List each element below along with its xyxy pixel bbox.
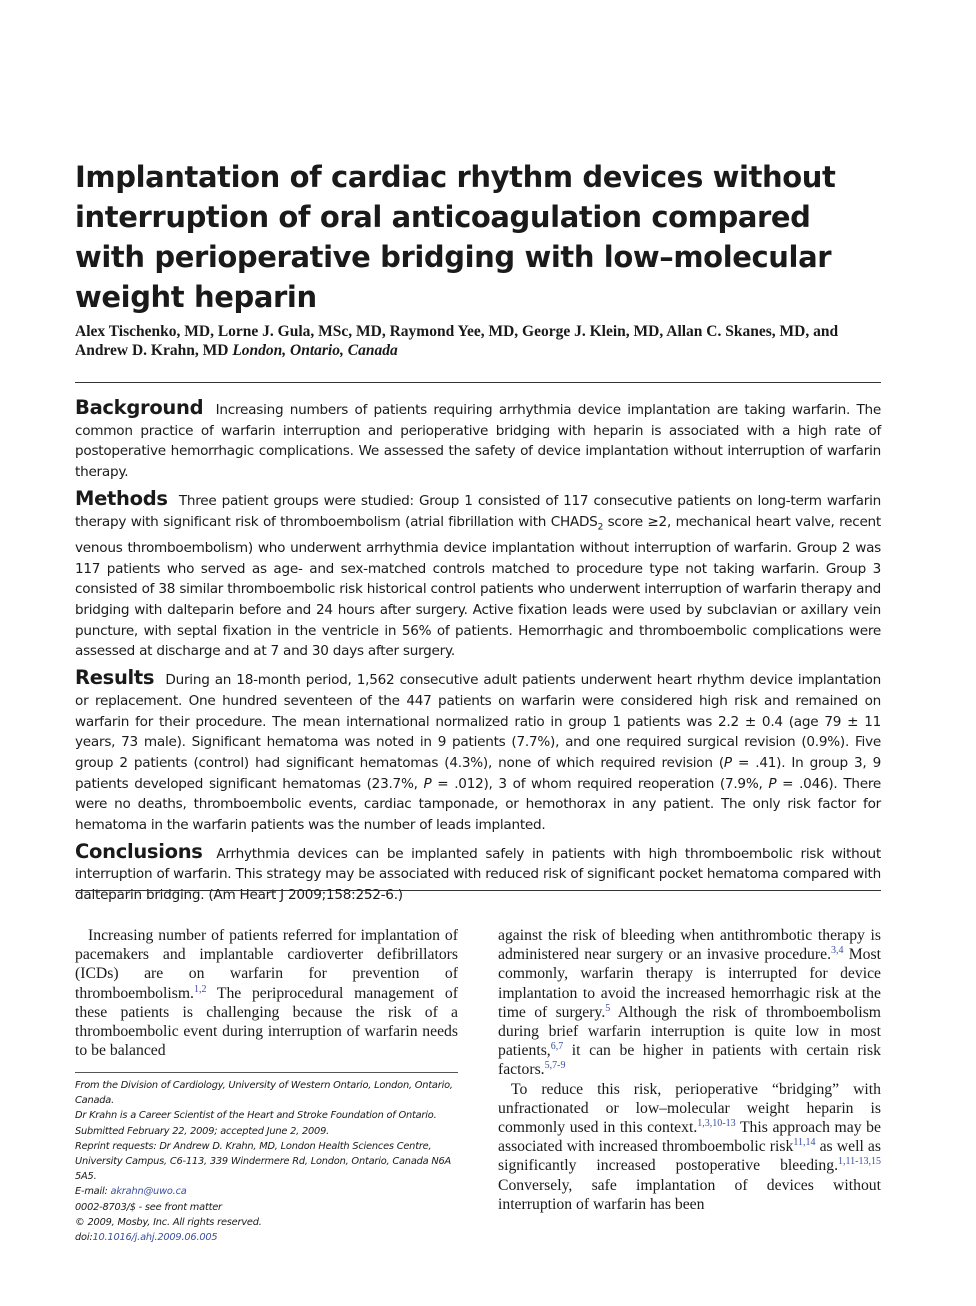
results-p-2: P: [423, 775, 432, 792]
right-text-a: against the risk of bleeding when antithrombotic therapy is administered near surgery or an invasive procedure.: [498, 927, 881, 964]
footnote-rule: [75, 1072, 458, 1073]
author-list: [75, 322, 885, 360]
abstract: [75, 398, 881, 912]
abstract-top-rule: [75, 382, 881, 383]
right-p2-text-c: as well as significantly increased postoperative bleeding.: [498, 1138, 881, 1175]
results-p-1: P: [723, 754, 732, 771]
citation-ref[interactable]: 5: [605, 1002, 611, 1014]
results-heading: Results: [75, 666, 155, 690]
doi-label: doi:: [75, 1232, 93, 1244]
methods-text-a: Three patient groups were studied: Group 1 consisted of 117 consecutive patients on long-term warfarin therapy with significant risk of thromboembolism (atrial fibrillation with CHADS: [75, 492, 881, 530]
citation-ref[interactable]: 1,11-13,15: [838, 1156, 881, 1168]
body-right-column: [498, 926, 881, 1214]
intro-paragraph-1-cont: [498, 926, 881, 1080]
footnote-email: [75, 1184, 458, 1199]
abstract-results: [75, 668, 881, 836]
conclusions-text: Arrhythmia devices can be implanted safely in patients with high thromboembolic risk without interruption of warfarin. This strategy may be associated with reduced risk of significant pocket hematoma compared with dalteparin bridging. (Am Heart J 2009;158:252-6.): [75, 845, 881, 904]
email-link[interactable]: akrahn@uwo.ca: [110, 1186, 187, 1198]
footnote-doi: [75, 1230, 458, 1245]
footnote-issn: 0002-8703/$ - see front matter: [75, 1201, 222, 1213]
abstract-bottom-rule: [75, 890, 881, 891]
right-text-d: it can be higher in patients with certain risk factors.: [498, 1042, 881, 1079]
results-text-c: = .012), 3 of whom required reoperation (7.9%,: [431, 775, 769, 792]
right-text-c: Although the risk of thromboembolism during brief warfarin interruption is quite low in most patients,: [498, 1003, 882, 1060]
results-p-3: P: [768, 775, 777, 792]
right-p2-text-b: This approach may be associated with increased thromboembolic risk: [498, 1119, 881, 1156]
citation-ref[interactable]: 1,3,10-13: [697, 1117, 736, 1129]
citation-ref[interactable]: 5,7-9: [544, 1060, 566, 1072]
footnote-submitted: Submitted February 22, 2009; accepted June 2, 2009.: [75, 1125, 330, 1137]
intro-text-b: The periprocedural management of these patients is challenging because the risk of a thromboembolic event during interruption of warfarin needs to be balanced: [75, 984, 458, 1060]
body-left-column: [75, 926, 458, 1060]
citation-ref[interactable]: 6,7: [550, 1040, 564, 1052]
right-p2-text-d: Conversely, safe implantation of devices without interruption of warfarin has been: [498, 1176, 881, 1213]
footnote-affiliation: From the Division of Cardiology, University of Western Ontario, London, Ontario, Canada.: [75, 1080, 453, 1107]
methods-text-b: score ≥2, mechanical heart valve, recent venous thromboembolism) who underwent arrhythmia device implantation without interruption of warfarin. Group 2 was 117 patients who served as age- and sex-matched controls matched to procedure type not taking warfarin. Group 3 consisted of 38 similar thromboembolic risk historical control patients who underwent interruption of warfarin therapy and bridging with dalteparin before and 24 hours after surgery. Active fixation leads were used by subclavian or axillary vein puncture, with septal fixation in the ventricle in 56% of patients. Hemorrhagic and thromboembolic complications were assessed at discharge and at 7 and 30 days after surgery.: [75, 513, 882, 660]
article-title: Implantation of cardiac rhythm devices without interruption of oral anticoagulation compared with perioperative bridging with low–molecular weight heparin: [75, 160, 836, 314]
doi-link[interactable]: 10.1016/j.ahj.2009.06.005: [92, 1232, 218, 1244]
citation-ref[interactable]: 3,4: [831, 944, 844, 956]
footnote-copyright: © 2009, Mosby, Inc. All rights reserved.: [75, 1216, 262, 1228]
background-text: Increasing numbers of patients requiring arrhythmia device implantation are taking warfarin. The common practice of warfarin interruption and perioperative bridging with heparin is associated with a high rate of postoperative hemorrhagic complications. We assessed the safety of device implantation without interruption of warfarin therapy.: [75, 402, 881, 481]
intro-paragraph-2: [498, 1080, 881, 1214]
citation-ref[interactable]: 11,14: [793, 1137, 816, 1148]
abstract-conclusions: [75, 839, 881, 906]
footnote-reprints: Reprint requests: Dr Andrew D. Krahn, MD, London Health Sciences Centre, University Campus, C6-113, 339 Windermere Rd, London, Ontario, Canada N6A 5A5.: [75, 1140, 452, 1183]
abstract-background: [75, 398, 881, 483]
authors-location: London, Ontario, Canada: [232, 342, 398, 359]
right-p2-text-a: To reduce this risk, perioperative “bridging” with unfractionated or low–molecular weight heparin is commonly used in this context.: [498, 1080, 881, 1137]
methods-heading: Methods: [75, 486, 168, 510]
right-text-b: Most commonly, warfarin therapy is interrupted for device implantation to avoid the increased hemorrhagic risk at the time of surgery.: [498, 946, 881, 1021]
footnote-career: Dr Krahn is a Career Scientist of the Heart and Stroke Foundation of Ontario.: [75, 1110, 437, 1122]
intro-text-a: Increasing number of patients referred for implantation of pacemakers and implantable cardioverter defibrillators (ICDs) are on warfarin for prevention of thromboembolism.: [75, 927, 458, 1002]
authors-names: Alex Tischenko, MD, Lorne J. Gula, MSc, MD, Raymond Yee, MD, George J. Klein, MD, Allan C. Skanes, MD, and Andrew D. Krahn, MD: [75, 323, 839, 359]
conclusions-heading: Conclusions: [75, 839, 203, 863]
footnotes: [75, 1078, 458, 1245]
methods-subscript: 2: [597, 522, 604, 533]
results-text-b: = .41). In group 3, 9 patients developed significant hematomas (23.7%,: [75, 754, 881, 792]
citation-ref[interactable]: 1,2: [193, 983, 207, 995]
results-text-d: = .046). There were no deaths, thromboembolic events, cardiac tamponade, or hemothorax in any patient. The only risk factor for hematoma in the warfarin patients was the number of leads implanted.: [75, 775, 882, 834]
email-label: E-mail:: [75, 1186, 111, 1198]
abstract-methods: [75, 486, 882, 662]
background-heading: Background: [75, 396, 204, 419]
results-text-a: During an 18-month period, 1,562 consecutive adult patients underwent heart rhythm device implantation or replacement. One hundred seventeen of the 447 patients on warfarin were considered high risk and remained on warfarin for their procedure. The mean international normalized ratio in group 1 patients was 2.2 ± 0.4 (age 79 ± 11 years, 73 male). Significant hematoma was noted in 9 patients (7.7%), and one required surgical revision (0.9%). Five group 2 patients (control) had significant hematomas (4.3%), none of which required revision (: [75, 672, 881, 771]
intro-paragraph-1: [75, 926, 458, 1060]
